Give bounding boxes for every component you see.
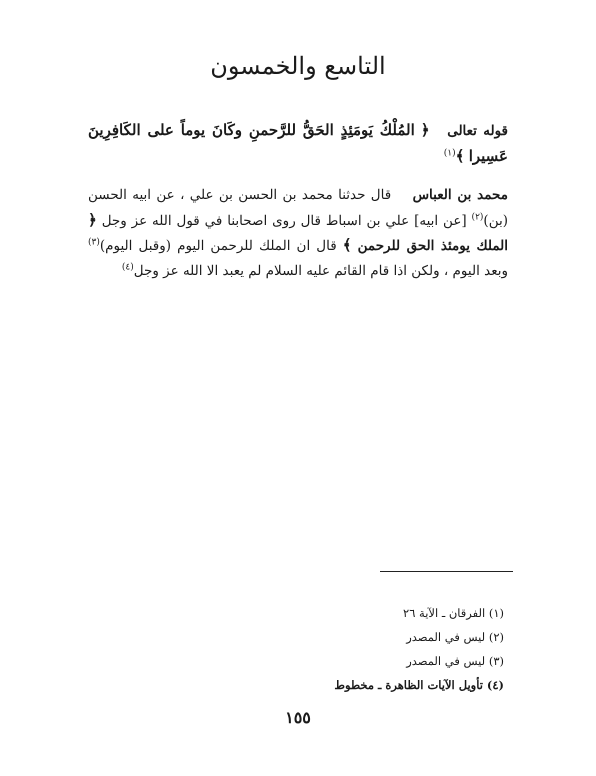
quote-open-bracket: ﴿ bbox=[88, 210, 97, 229]
footnote-item: (٤) تأويل الآيات الظاهرة ـ مخطوط bbox=[334, 678, 504, 692]
verse-close-bracket: ﴾ bbox=[455, 146, 465, 165]
narrator-name: محمد بن العباس bbox=[412, 187, 508, 203]
narration-segment-2: [عن ابيه] علي بن اسباط قال روى اصحابنا في قول الله عز وجل bbox=[101, 212, 467, 229]
verse-text-line2: عَسِيرا bbox=[468, 146, 508, 165]
verse-intro: قوله تعالى bbox=[447, 123, 509, 139]
narration-segment-4: وبعد اليوم ، ولكن اذا قام القائم عليه السلام لم يعبد الا الله عز وجل bbox=[133, 262, 508, 279]
page-number: ١٥٥ bbox=[285, 708, 311, 727]
footnote-item: (١) الفرقان ـ الآية ٢٦ bbox=[403, 606, 504, 620]
footnote-ref-1: (١) bbox=[443, 148, 456, 158]
narration-segment-3: قال ان الملك للرحمن اليوم (وقبل اليوم) bbox=[99, 238, 337, 254]
chapter-title: التاسع والخمسون bbox=[210, 52, 386, 80]
footnote-item: (٢) ليس في المصدر bbox=[406, 630, 504, 644]
verse-open-bracket: ﴿ bbox=[420, 121, 430, 139]
narration-segment-1: قال حدثنا محمد بن الحسن بن علي ، عن ابيه الحسن (بن) bbox=[88, 187, 508, 229]
verse-paragraph bbox=[88, 118, 508, 169]
footnote-ref-4: (٤) bbox=[121, 262, 134, 272]
quoted-verse: الملك يومئذ الحق للرحمن bbox=[357, 238, 508, 254]
footnotes bbox=[204, 601, 504, 697]
verse-text-line1: المُلْكُ يَومَئِذٍ الحَقُّ للرَّحمنِ وكَانَ يوماً على الكَافِرِينَ bbox=[88, 121, 415, 139]
footnote-ref-2: (٢) bbox=[471, 212, 484, 222]
footnote-item: (٣) ليس في المصدر bbox=[406, 654, 504, 668]
footnote-separator bbox=[380, 571, 513, 572]
narration-paragraph bbox=[88, 183, 508, 283]
quote-close-bracket: ﴾ bbox=[342, 236, 352, 254]
footnote-ref-3: (٣) bbox=[88, 237, 100, 248]
